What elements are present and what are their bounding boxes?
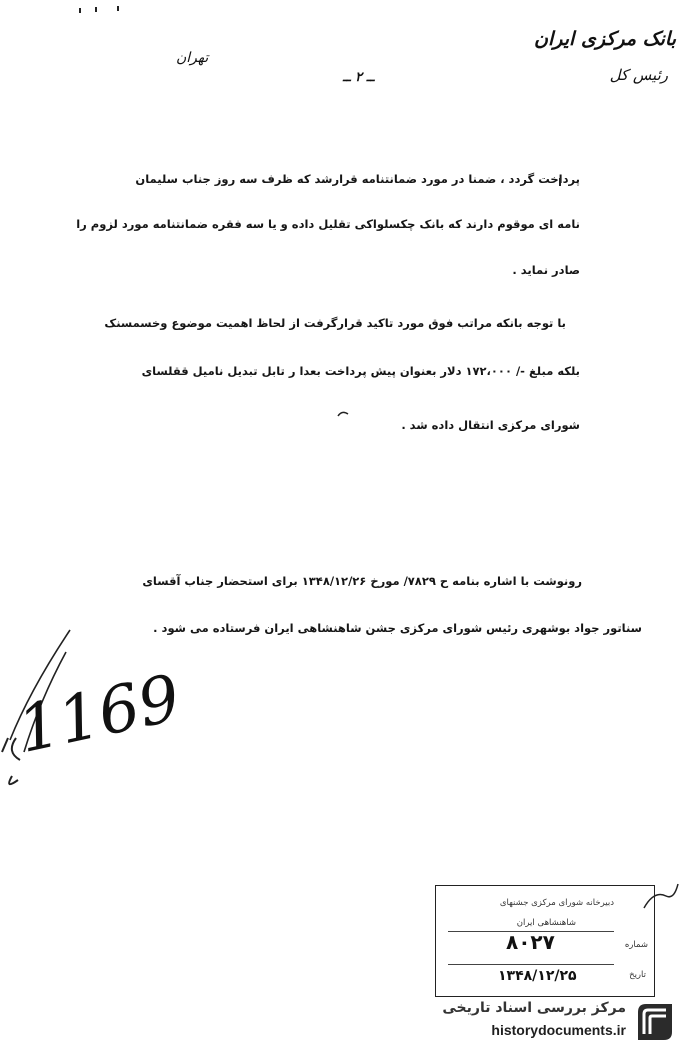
page-number: ــ ۲ ــ xyxy=(343,70,375,85)
archive-logo-icon xyxy=(632,1000,676,1046)
watermark-title: مرکز بررسی اسناد تاریخی xyxy=(442,1000,626,1016)
bank-department: رئیس کل xyxy=(609,66,668,84)
body-line: صادر نماید . xyxy=(512,263,580,277)
stamp-date-label: تاریخ xyxy=(629,970,646,980)
cc-line: سناتور جواد بوشهری رئیس شورای مرکزی جشن شاهنشاهی ایران فرستاده می شود . xyxy=(153,621,642,635)
stamp-date: ۱۳۴۸/۱۲/۲۵ xyxy=(498,968,577,984)
stamp-number: ۸۰۲۷ xyxy=(506,930,555,954)
cc-line: رونوشت با اشاره بنامه ح ۷۸۲۹/ مورخ ۱۳۴۸/۱۲/۲۶ برای استحضار جناب آقسای xyxy=(142,574,582,588)
body-line: نامه ای موقوم دارند که بانک چکسلواکی تقلیل داده و یا سه فقره ضمانتنامه مورد لزوم را xyxy=(76,217,580,231)
handwritten-number-text: 1169 xyxy=(11,661,187,768)
stamp-section: شاهنشاهی ایران xyxy=(516,918,576,928)
body-line: با توجه بانکه مراتب فوق مورد تاکید قرارگرفت از لحاظ اهمیت موضوع وخسمسنک xyxy=(104,316,566,330)
body-line: پرداخت گردد ، ضمنا در مورد ضمانتنامه قرارشد که ظرف سه روز جناب سلیمان xyxy=(135,172,580,186)
body-line: بلکه مبلغ -/ ۱۷۲،۰۰۰ دلار بعنوان پیش پرداخت بعدا ر تابل تبدیل نامیل ققلسای xyxy=(141,364,580,378)
archive-watermark xyxy=(440,1000,680,1050)
stamp-number-label: شماره xyxy=(624,940,648,950)
handwritten-reference-number xyxy=(0,660,187,780)
stamp-divider xyxy=(448,964,614,965)
watermark-url: historydocuments.ir xyxy=(491,1022,626,1038)
stamp-institution: دبیرخانه شورای مرکزی جشنهای xyxy=(499,898,614,908)
body-line: شورای مرکزی انتقال داده شد . xyxy=(401,418,580,432)
bank-name-letterhead: بانک مرکزی ایران xyxy=(534,28,676,50)
city-label: تهران xyxy=(176,50,209,66)
registry-stamp xyxy=(435,885,655,997)
stamp-pen-mark xyxy=(640,880,680,910)
